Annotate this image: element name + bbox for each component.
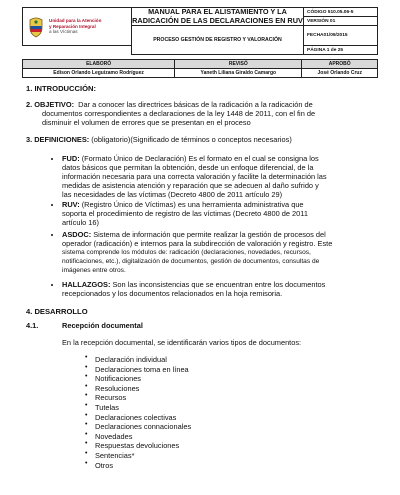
- list-bullet-icon: •: [85, 392, 88, 400]
- def-fud-line-1: FUD: (Formato Único de Declaración) Es el formato en el cual se consigna los: [62, 154, 319, 163]
- def-hallazgos-term: HALLAZGOS:: [62, 280, 111, 289]
- def-asdoc-line-1: ASDOC: Sistema de información que permite realizar la gestión de procesos del: [62, 230, 326, 239]
- list-bullet-icon: •: [85, 402, 88, 409]
- def-asdoc-line-3: sistema comprende los módulos de: radicación (declaraciones, novedades, recursos,: [62, 249, 311, 256]
- meta-version: VERSIÓN 01: [304, 17, 378, 26]
- list-bullet-icon: •: [85, 411, 88, 419]
- section-introduccion: 1. INTRODUCCIÓN:: [26, 84, 97, 93]
- list-bullet-icon: •: [85, 440, 88, 448]
- coat-of-arms-icon: [27, 16, 45, 38]
- def-fud-line-4: medidas de asistencia atención y reparación que se adecuen al daño sufrido y: [62, 181, 319, 190]
- logo-line-2: y Reparación Integral: [49, 23, 96, 29]
- list-bullet-icon: •: [85, 421, 88, 429]
- label-reviso: REVISÓ: [175, 60, 302, 69]
- bullet-icon: [51, 284, 53, 286]
- list-bullet-icon: •: [85, 382, 88, 390]
- logo-line-1: Unidad para la Atención: [49, 18, 102, 24]
- def-fud-term: FUD:: [62, 154, 80, 163]
- document-type-item: Resoluciones: [95, 383, 140, 393]
- document-type-item: Declaraciones connacionales: [95, 422, 192, 432]
- objetivo-text-3: disminuir el volumen de errores que se presentan en el proceso: [42, 118, 251, 127]
- bullet-icon: [51, 158, 53, 160]
- def-hallazgos-line-1: HALLAZGOS: Son las inconsistencias que se encuentran entre los documentos: [62, 280, 326, 289]
- def-asdoc-term: ASDOC:: [62, 230, 92, 239]
- meta-date: FECHA01/09/2015: [304, 26, 378, 46]
- def-ruv-term: RUV:: [62, 200, 80, 209]
- bullet-icon: [51, 204, 53, 206]
- section-desarrollo: 4. DESARROLLO: [26, 307, 88, 316]
- logo-cell: [23, 8, 132, 46]
- document-type-item: Declaraciones colectivas: [95, 412, 177, 422]
- list-bullet-icon: •: [85, 430, 88, 438]
- document-title: MANUAL PARA EL ALISTAMIENTO Y LA RADICACIÓN DE LAS DECLARACIONES EN RUV: [132, 7, 303, 25]
- section-objetivo: 2. OBJETIVO:: [26, 100, 75, 109]
- recepcion-intro: En la recepción documental, se identificarán varios tipos de documentos:: [62, 338, 302, 347]
- name-aprobo: José Orlando Cruz: [302, 69, 378, 78]
- definiciones-note: (obligatorio)(Significado de términos o conceptos necesarios): [89, 135, 292, 144]
- document-type-item: Sentencias*: [95, 451, 135, 460]
- definiciones-heading: [26, 135, 292, 144]
- def-ruv-line-1: RUV: (Registro Único de Víctimas) es una herramienta administrativa que: [62, 200, 304, 209]
- list-bullet-icon: •: [85, 459, 88, 467]
- list-bullet-icon: •: [85, 373, 88, 381]
- objetivo-text-1: Dar a conocer las directrices básicas de la radicación a la radicación de: [78, 100, 313, 109]
- def-asdoc-line-4: notificaciones, etc.), digitalización de documentos, gestión de documentos, consultas de: [62, 258, 320, 265]
- list-bullet-icon: •: [85, 363, 88, 371]
- meta-code: CÓDIGO 510.05.06-5: [304, 8, 378, 17]
- list-bullet-icon: •: [85, 354, 88, 361]
- document-type-item: Declaración individual: [95, 355, 167, 364]
- document-type-item: Respuestas devoluciones: [95, 441, 180, 451]
- def-fud-line-2: datos básicos que permitan la obtención, desde un enfoque diferencial, de la: [62, 163, 314, 172]
- label-aprobo: APROBÓ: [302, 60, 378, 69]
- document-type-item: Novedades: [95, 431, 133, 441]
- document-type-item: Declaraciones toma en línea: [95, 364, 189, 374]
- def-asdoc-line-2: operador (radicación) e internos para la subdirección de valoración y registro. Este: [62, 239, 333, 248]
- bullet-icon: [51, 234, 53, 236]
- def-fud-line-5: las necesidades de las víctimas (Decreto 4800 de 2011 artículo 29): [62, 190, 283, 199]
- def-fud-line-3: información necesaria para una correcta valoración y facilite la determinación las: [62, 172, 327, 181]
- list-bullet-icon: •: [85, 450, 88, 457]
- section-definiciones: 3. DEFINICIONES:: [26, 135, 90, 144]
- document-type-item: Recursos: [95, 393, 127, 403]
- document-type-item: Otros: [95, 460, 114, 470]
- def-hallazgos-line-2: recepcionados y los documentos relacionados en la hoja remisoria.: [62, 289, 283, 298]
- subsection-number: 4.1.: [26, 321, 39, 330]
- name-reviso: Yaneth Liliana Giraldo Camargo: [175, 69, 302, 78]
- logo-line-3: a las Víctimas: [49, 29, 78, 35]
- process-name: PROCESO GESTIÓN DE REGISTRO Y VALORACIÓN: [132, 26, 304, 55]
- objetivo-line-1: [26, 100, 313, 109]
- meta-page: PÁGINA 1 de 25: [304, 46, 378, 55]
- label-elaboro: ELABORÓ: [23, 60, 175, 69]
- document-type-item: Tutelas: [95, 403, 119, 412]
- document-header: [22, 7, 378, 55]
- subsection-title: Recepción documental: [62, 321, 143, 330]
- def-ruv-line-2: soporta el procedimiento de registro de las víctimas (Decreto 4800 de 2011: [62, 209, 308, 218]
- document-type-item: Notificaciones: [95, 374, 142, 384]
- def-asdoc-line-5: imágenes entre otros.: [62, 267, 126, 274]
- objetivo-text-2: documentos correspondientes a declaraciones de la ley 1448 de 2011, con el fin de: [42, 109, 316, 118]
- agency-logo: [23, 8, 131, 45]
- def-ruv-line-3: artículo 16): [62, 218, 99, 227]
- signature-table: [22, 59, 378, 78]
- name-elaboro: Edison Orlando Leguizamo Rodríguez: [23, 69, 175, 78]
